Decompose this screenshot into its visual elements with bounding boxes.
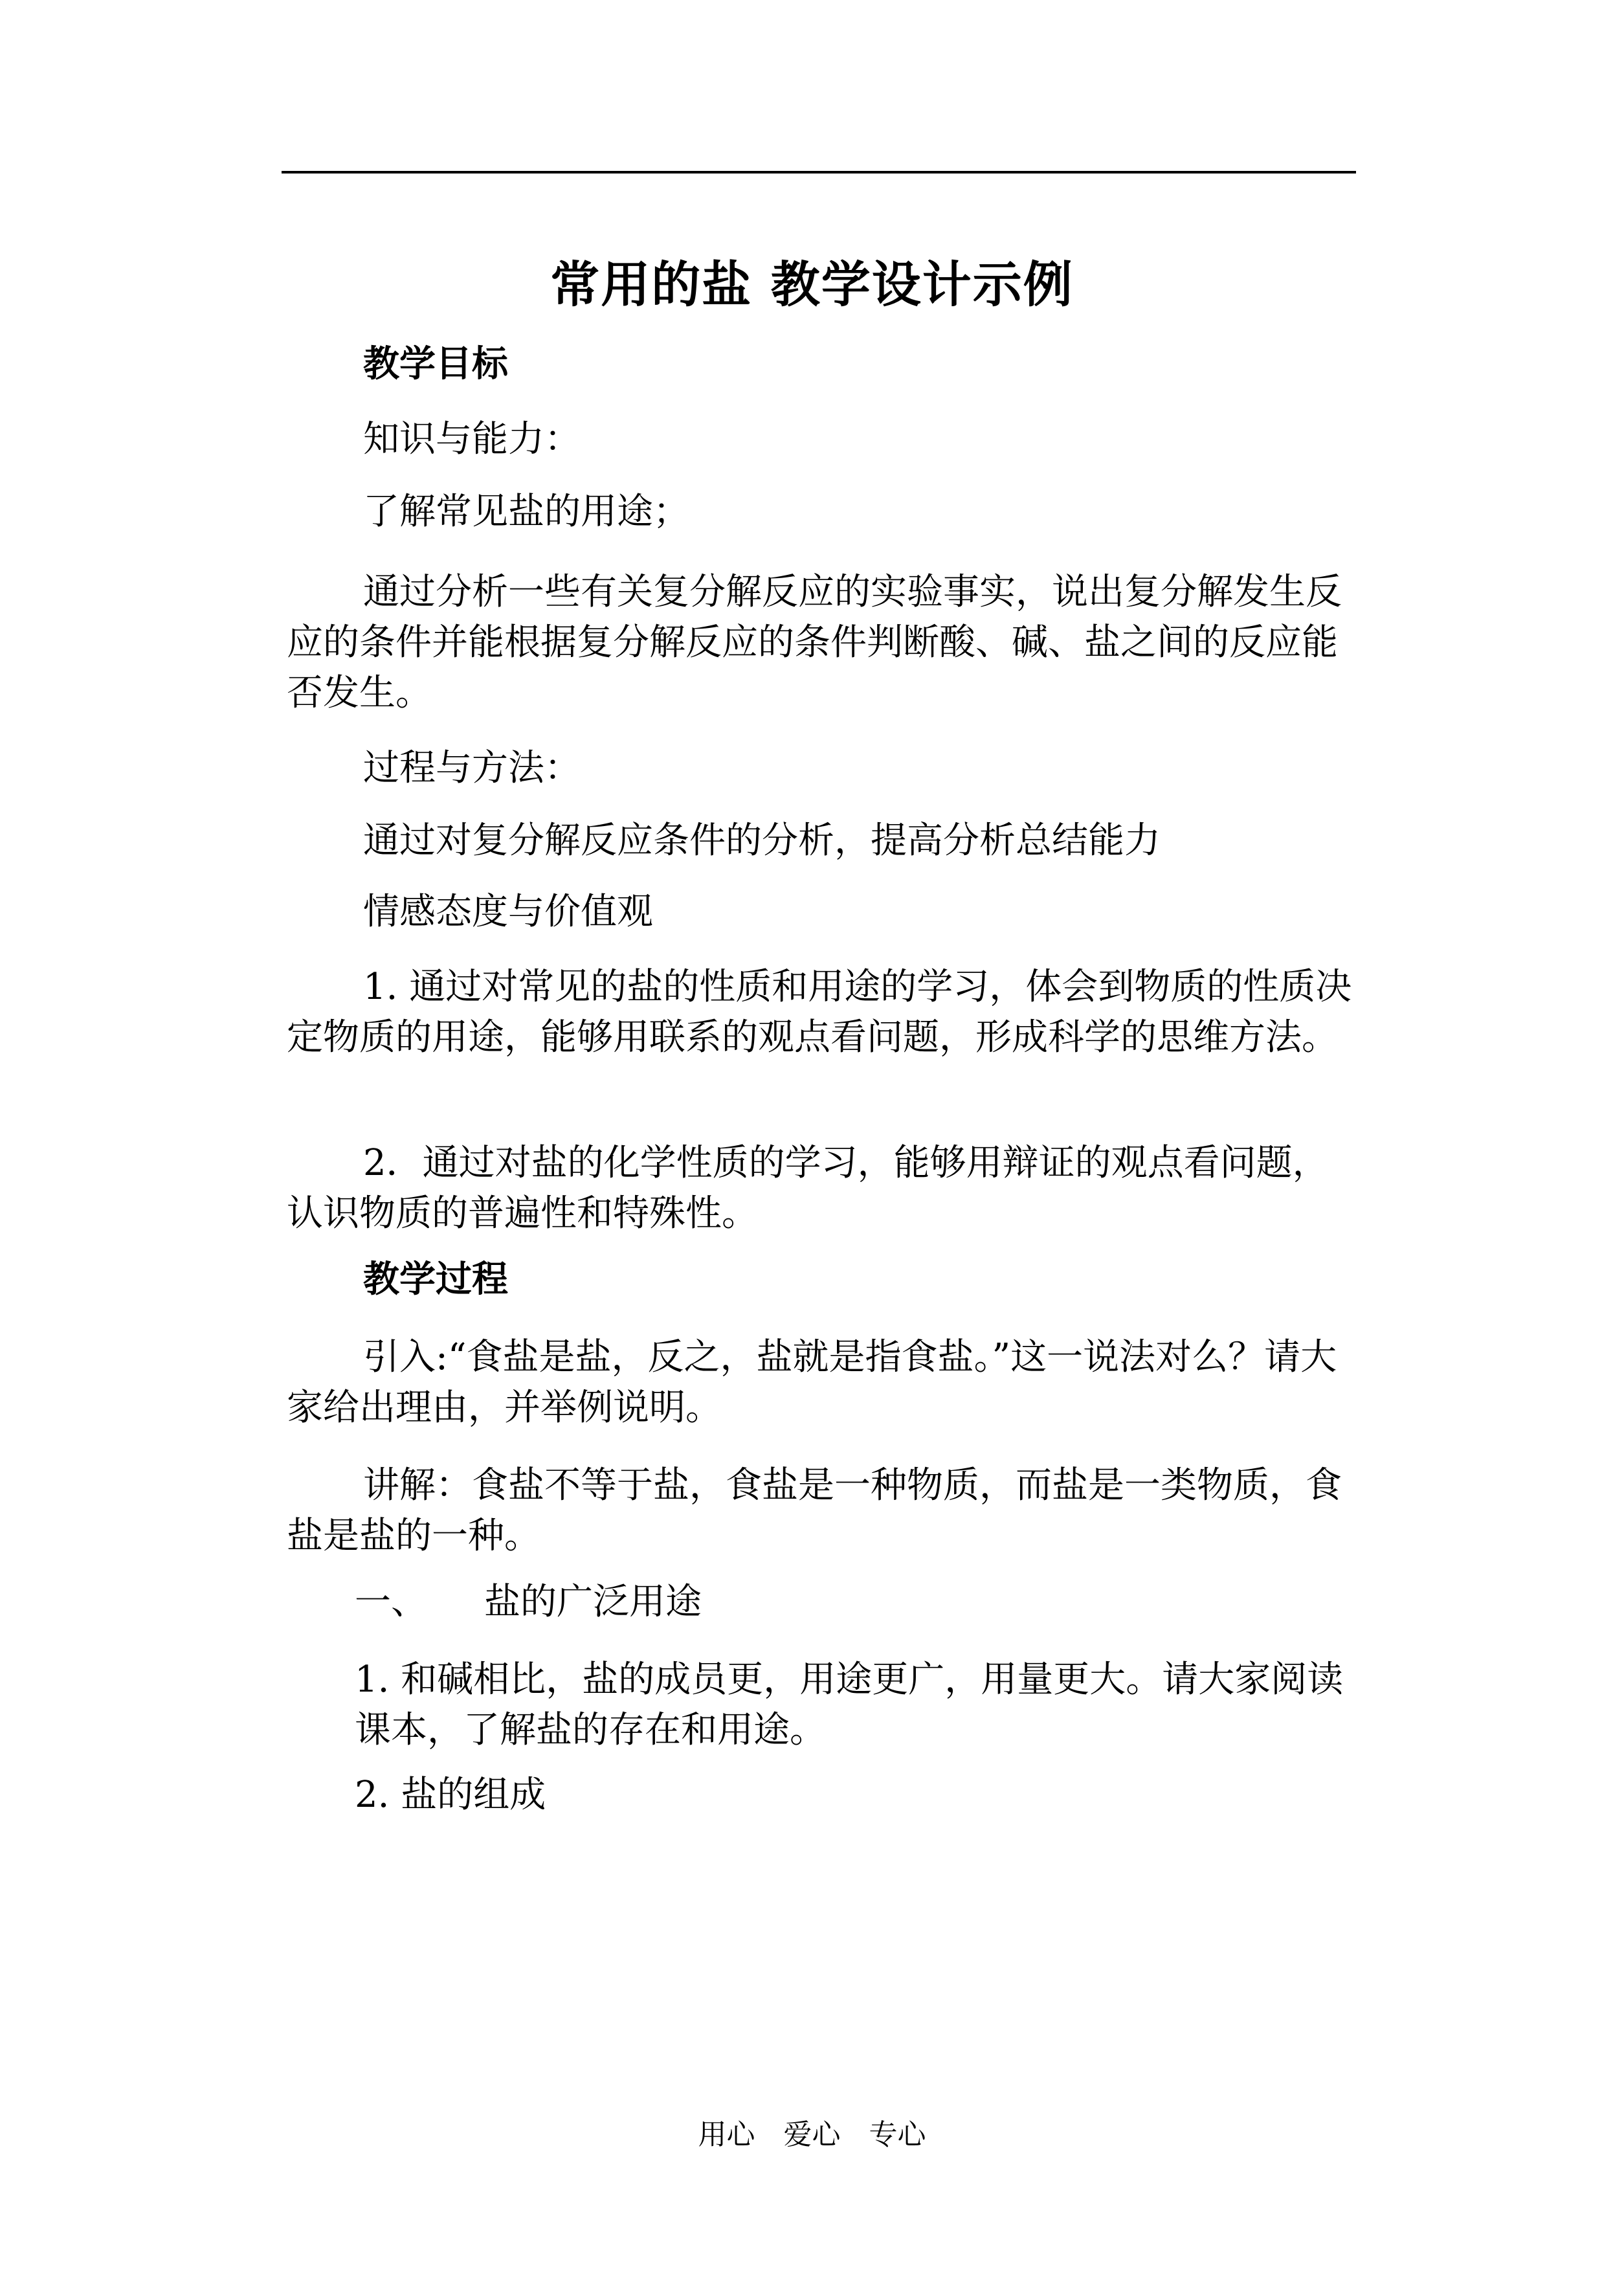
paragraph-reaction-conditions: 通过分析一些有关复分解反应的实验事实，说出复分解发生反应的条件并能根据复分解反应的条件判断酸、碱、盐之间的反应能否发生。 (287, 571, 1342, 714)
page-footer (0, 2116, 1624, 2154)
list-item-label: 盐的广泛用途 (484, 1581, 702, 1623)
subheading-process-method: 过程与方法： (363, 747, 581, 789)
subheading-emotion-values: 情感态度与价值观 (363, 891, 653, 933)
paragraph-analysis-ability: 通过对复分解反应条件的分析，提高分析总结能力 (363, 820, 1161, 862)
section-heading-process: 教学过程 (363, 1258, 508, 1301)
subheading-knowledge-ability: 知识与能力： (363, 418, 581, 460)
list-number: 一、 (355, 1581, 427, 1623)
paragraph-salt-uses: 了解常见盐的用途； (363, 491, 689, 533)
header-rule (282, 171, 1356, 173)
paragraph-introduction: 引入:“食盐是盐，反之，盐就是指食盐。”这一说法对么？请大家给出理由，并举例说明。 (287, 1336, 1337, 1429)
paragraph-objective-item-1: 1. 通过对常见的盐的性质和用途的学习，体会到物质的性质决定物质的用途，能够用联系的观点看问题，形成科学的思维方法。 (287, 966, 1352, 1058)
section-heading-objectives: 教学目标 (363, 343, 508, 385)
footer-word-3: 专心 (869, 2118, 926, 2151)
paragraph-explanation: 讲解：食盐不等于盐，食盐是一种物质，而盐是一类物质，食盐是盐的一种。 (287, 1464, 1342, 1557)
paragraph-sub-item-1 (355, 1655, 1358, 1756)
footer-word-2: 爱心 (783, 2118, 841, 2151)
footer-word-1: 用心 (698, 2118, 755, 2151)
sub-item-1-text: 1. 和碱相比，盐的成员更，用途更广，用量更大。请大家阅读课本，了解盐的存在和用途。 (355, 1659, 1344, 1751)
paragraph-objective-item-2: 2．通过对盐的化学性质的学习，能够用辩证的观点看问题，认识物质的普遍性和特殊性。 (287, 1142, 1329, 1235)
list-item-roman-one (355, 1577, 702, 1627)
paragraph-sub-item-2: 2. 盐的组成 (355, 1774, 546, 1816)
document-title: 常用的盐 教学设计示例 (550, 256, 1074, 313)
